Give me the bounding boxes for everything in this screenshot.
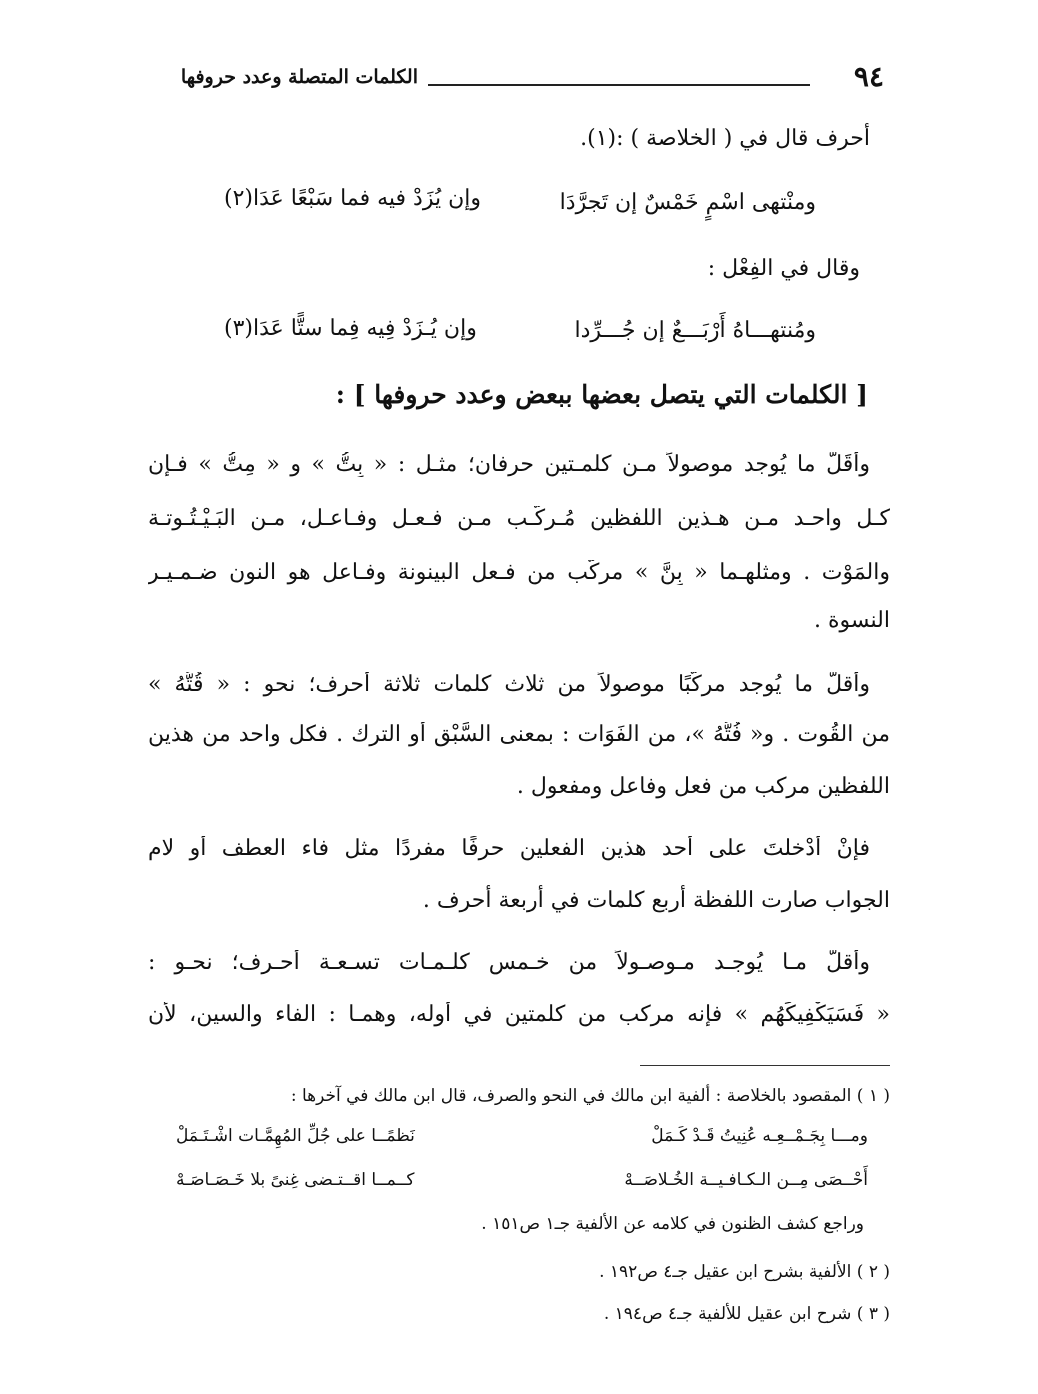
intro-line: أحرف قال في ( الخلاصة ) :(١). [580, 126, 870, 151]
para1-line3: والمَوْت . ومثلهـما « بِنَّ » مركَّب من فـعل البينونة وفـاعل هو النون ضـمـيـر [148, 560, 890, 585]
para1-line1: وأَقَلُّ ما يُوجد موصولاً مـن كلمـتين حرفان؛ مثـل : « بِتُّ » و « مِتُّ » فـإن [148, 452, 870, 477]
section-heading: [ الكلمات التي يتصل بعضها ببعض وعدد حروفها ] : [335, 380, 868, 409]
para3-line2: الجواب صارت اللفظة أربع كلمات في أربعة أحرف . [422, 888, 890, 913]
page-number: ٩٤ [853, 60, 884, 93]
para1-line4: النسوة . [814, 608, 890, 633]
para4-line1: وأَقلُّ مـا يُوجـد مـوصـولاً من خـمس كلـمـات تسـعـة أحـرف؛ نحـو : [148, 950, 870, 975]
footnote-2: ( ٢ ) الألفية بشرح ابن عقيل جـ٤ ص١٩٢ . [599, 1262, 890, 1282]
verse2-second-half: وإن يُـزَدْ فِيه فِما ستًّا عَدَا(٣) [224, 316, 477, 341]
verb-line: وقال في الفِعْل : [707, 256, 860, 281]
para2-line3: اللفظين مركب من فعل وفاعل ومفعول . [516, 774, 890, 799]
footnote-1-verse2-first: أَحْــصَى مِــن الـكـافـيــة الخُـلاصَــهْ [624, 1170, 868, 1190]
para2-line1: وأَقلُّ ما يُوجد مركّبًا موصولاً من ثلاث كلمات ثلاثة أحرف؛ نحو : « قُتُّهُ » [148, 672, 870, 697]
verse1-second-half: وإن يُزَدْ فيه فما سَبْعًا عَدَا(٢) [224, 186, 481, 211]
footnote-rule [640, 1065, 890, 1066]
para3-line1: فإنْ أَدْخلتَ على أحد هذين الفعلين حرفًا مفردًا مثل فاء العطف أو لام [148, 836, 870, 861]
verse1-first-half: ومنْتهى اسْمٍ خَمْسٌ إن تَجرَّدَا [559, 190, 816, 215]
footnote-1-reference: وراجع كشف الظنون في كلامه عن الألفية جـ١ ص١٥١ . [481, 1214, 864, 1234]
footnote-1-intro: ( ١ ) المقصود بالخلاصة : ألفية ابن مالك في النحو والصرف، قال ابن مالك في آخرها : [290, 1086, 890, 1106]
header-rule [428, 84, 810, 86]
verse2-first-half: ومُنتهـــاهُ أَرْبَـــعٌ إن جُـــرِّدا [574, 318, 816, 343]
footnote-1-verse1-first: ومـــا بِجَـمْــعِـه عُنِيتُ قَـدْ كَـمَلْ [651, 1126, 868, 1146]
running-title: الكلمات المتصلة وعدد حروفها [180, 66, 418, 88]
footnote-3: ( ٣ ) شرح ابن عقيل للألفية جـ٤ ص١٩٤ . [603, 1304, 890, 1324]
footnote-1-verse1-second: نَظمًــا على جُلِّ المُهِمَّـات اشْـتَـمَلْ [176, 1126, 415, 1146]
para2-line2: من القُوت . و« فُتُّهُ »، من الفَوَات : بمعنى السَّبْق أو الترك . فكل واحد من هذين [148, 722, 890, 747]
footnote-1-verse2-second: كــمــا اقــتـضى غِنىً بلا خَـصَـاصَـهْ [176, 1170, 415, 1190]
para1-line2: كـل واحـد مـن هـذين اللفظين مُـركَّـب مـن فـعـل وفـاعـل، مـن البَـيْـتُـوتـة [148, 506, 890, 531]
para4-line2: « فَسَيَكْفِيكَهُم » فإنه مركب من كلمتين في أوله، وهمـا : الفاء والسين، لأن [148, 1002, 890, 1027]
